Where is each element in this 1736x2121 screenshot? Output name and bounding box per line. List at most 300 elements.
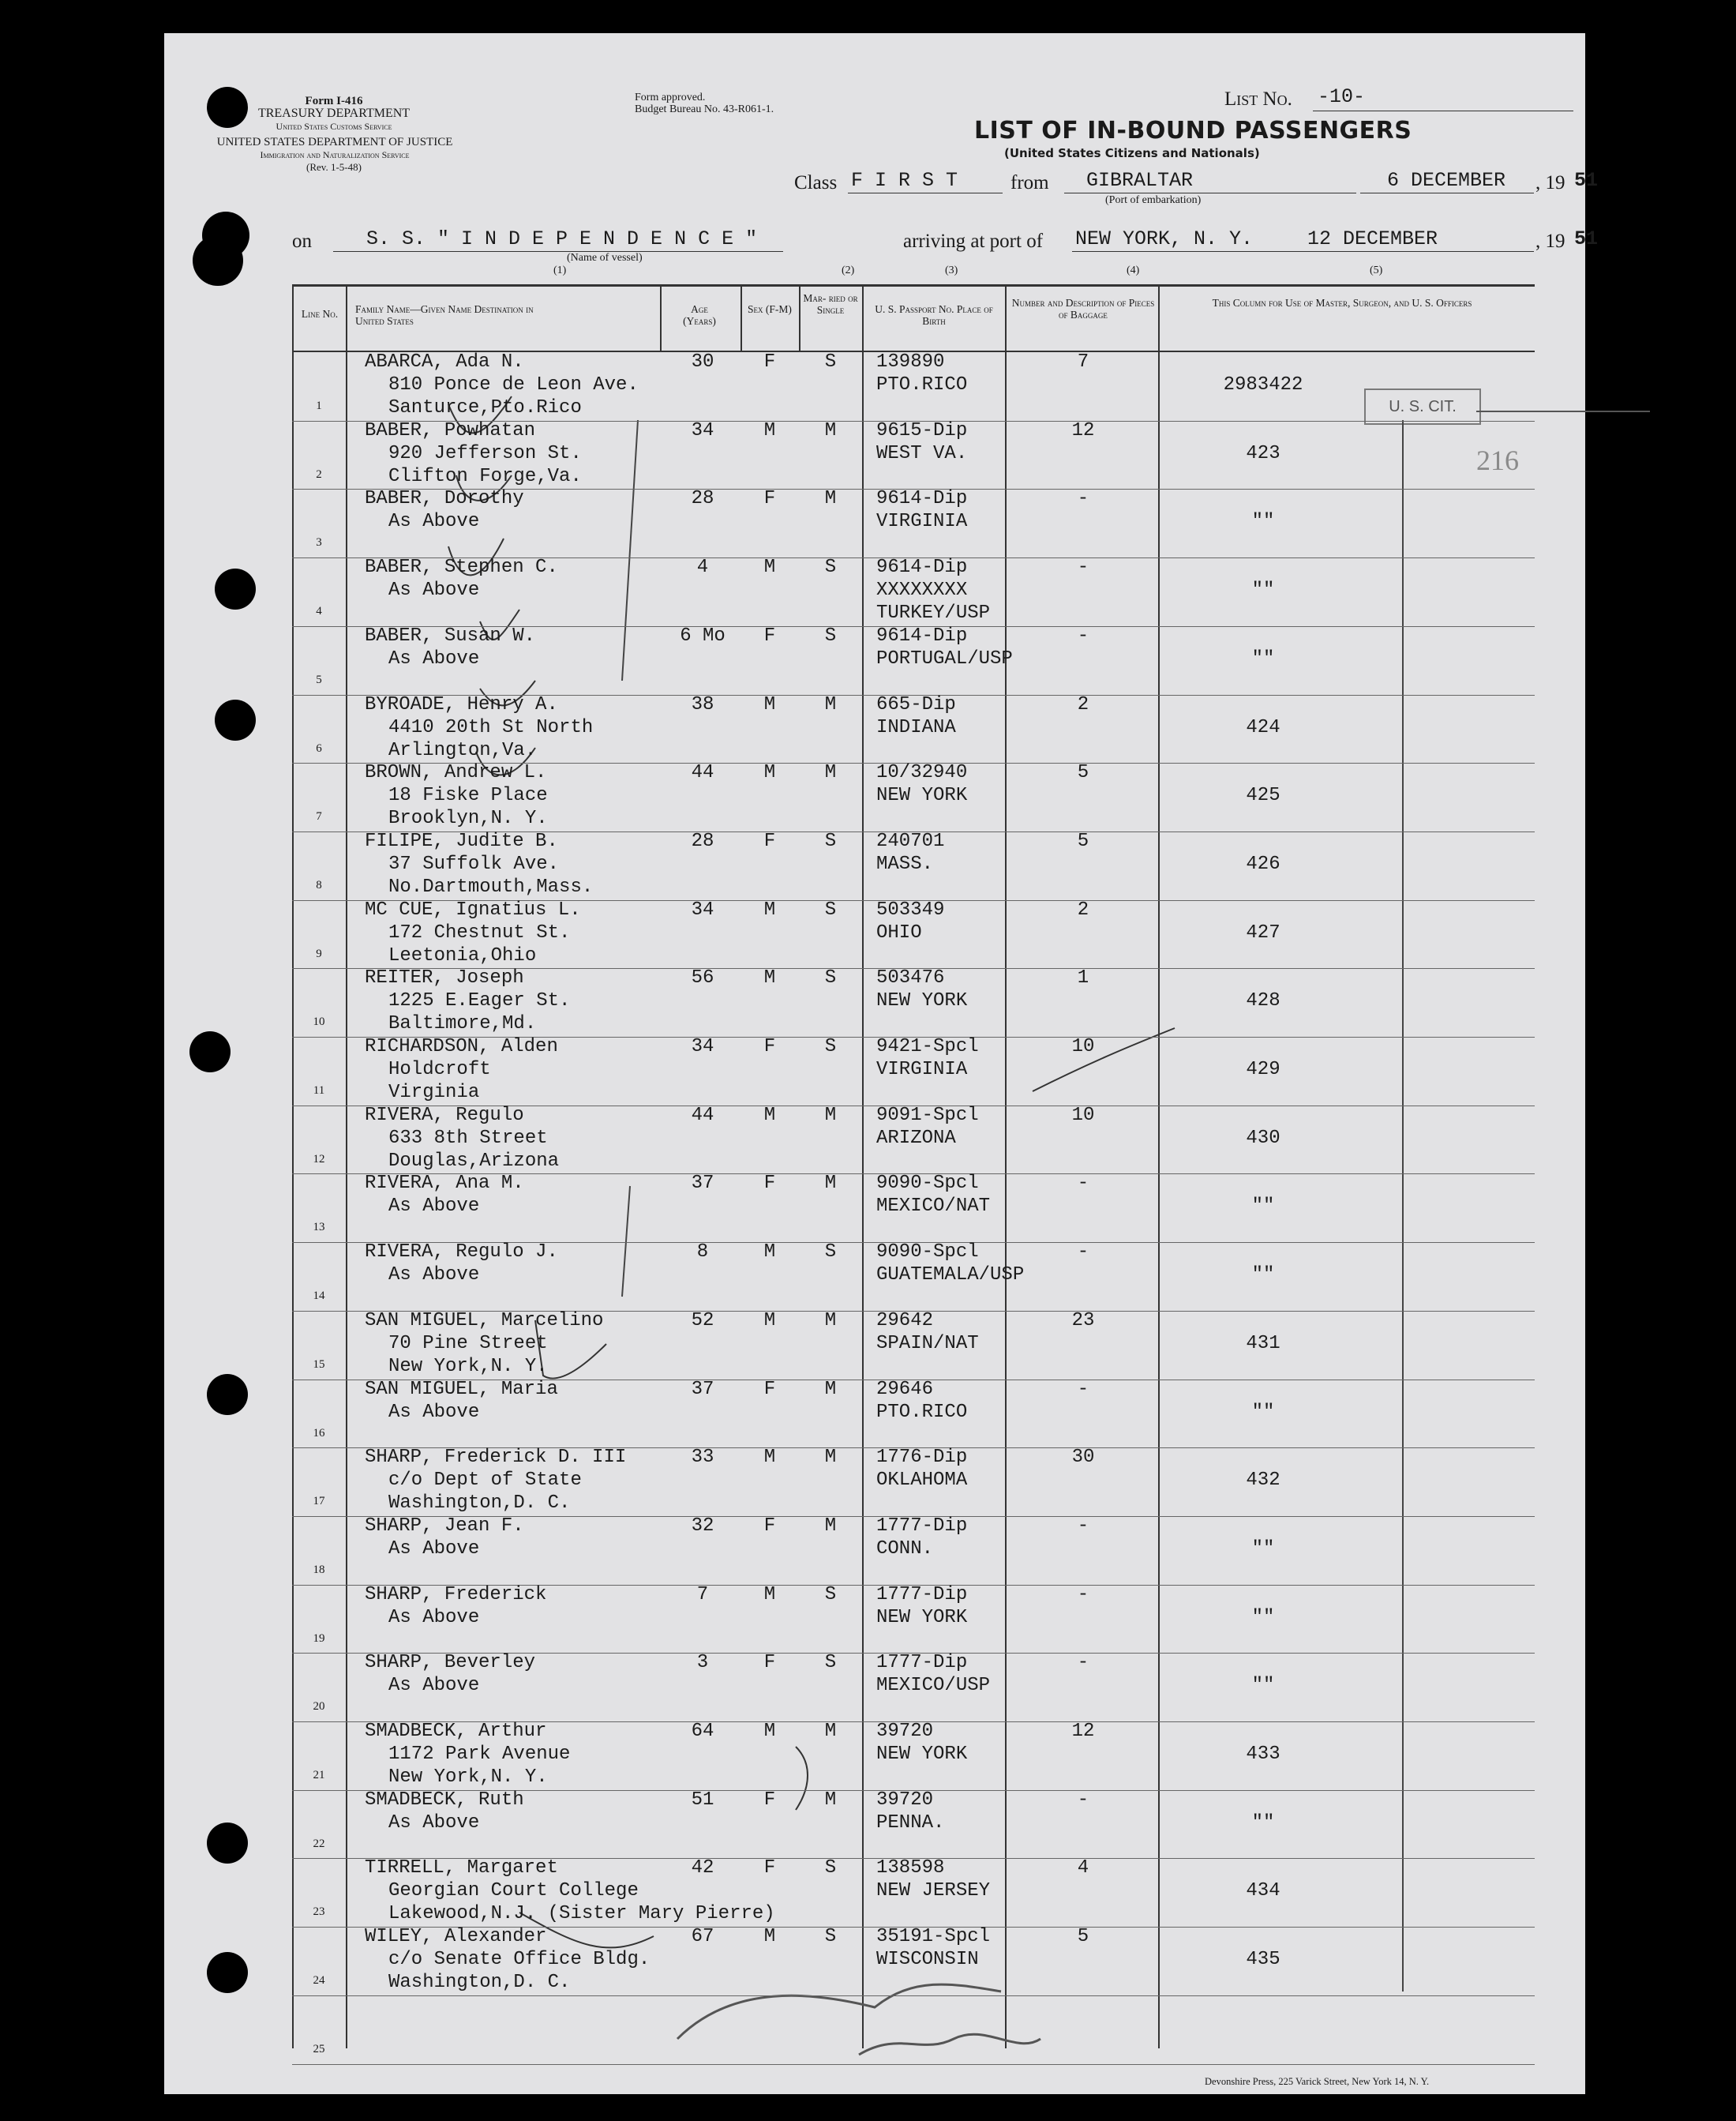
- passenger-name: WILEY, Alexander: [365, 1926, 547, 1948]
- cell-ms: M: [824, 1447, 837, 1469]
- cell-bag: 12: [1071, 1721, 1095, 1742]
- place-of-birth: VIRGINIA: [876, 511, 968, 533]
- list-no-value: -10-: [1318, 85, 1366, 108]
- place-of-birth: PTO.RICO: [876, 374, 968, 396]
- passport-number: 9090-Spcl: [876, 1173, 979, 1195]
- cell-sex: M: [763, 1104, 776, 1126]
- cell-age: 34: [691, 419, 714, 441]
- ins-service: Immigration and Naturalization Service: [260, 149, 410, 160]
- cell-sex: F: [763, 830, 776, 852]
- cell-bag: 2: [1077, 693, 1089, 715]
- line-number: 12: [313, 1152, 325, 1166]
- address-line-1: As Above: [388, 1675, 480, 1697]
- officer-note: "": [1251, 580, 1275, 602]
- address-line-1: c/o Senate Office Bldg.: [388, 1949, 651, 1971]
- line-number: 14: [313, 1289, 325, 1303]
- passenger-name: BABER, Susan W.: [365, 625, 536, 647]
- cell-ms: M: [824, 693, 837, 715]
- binder-hole: [207, 1374, 248, 1415]
- justice-dept: UNITED STATES DEPARTMENT OF JUSTICE: [216, 136, 453, 148]
- binder-hole: [215, 569, 256, 610]
- cell-sex: F: [763, 488, 776, 510]
- officer-note: 432: [1246, 1470, 1280, 1492]
- cell-ms: M: [824, 1515, 837, 1537]
- cell-age: 37: [691, 1173, 714, 1195]
- passport-number: 39720: [876, 1789, 934, 1811]
- hdr-passport: U. S. Passport No. Place of Birth: [875, 303, 993, 327]
- place-of-birth: NEW YORK: [876, 1744, 968, 1765]
- place-of-birth: SPAIN/NAT: [876, 1332, 979, 1354]
- cell-ms: S: [824, 625, 837, 647]
- cell-sex: M: [763, 419, 776, 441]
- address-line-2: Douglas,Arizona: [388, 1150, 560, 1172]
- place-of-birth: OKLAHOMA: [876, 1470, 968, 1492]
- hdr-married: Mar- ried or Single: [803, 292, 858, 316]
- passenger-name: SMADBECK, Arthur: [365, 1721, 547, 1742]
- cell-sex: F: [763, 351, 776, 373]
- address-line-1: 1172 Park Avenue: [388, 1744, 571, 1765]
- cell-age: 3: [696, 1652, 709, 1674]
- line-number: 22: [313, 1837, 325, 1850]
- passport-number: 9614-Dip: [876, 557, 968, 579]
- manifest-page: [164, 33, 1599, 2094]
- arrival-date: 12 DECEMBER: [1307, 227, 1438, 250]
- col-num-1: (1): [553, 265, 567, 276]
- cell-age: 8: [696, 1241, 709, 1263]
- budget-bureau: Budget Bureau No. 43-R061-1.: [635, 103, 774, 115]
- cell-bag: -: [1077, 488, 1089, 510]
- passenger-name: SHARP, Frederick: [365, 1583, 547, 1605]
- cell-bag: 4: [1077, 1857, 1089, 1879]
- place-of-birth: MEXICO/USP: [876, 1675, 991, 1697]
- cell-sex: F: [763, 1515, 776, 1537]
- passport-number: 139890: [876, 351, 945, 373]
- cell-sex: M: [763, 1309, 776, 1331]
- binder-hole: [207, 87, 248, 128]
- officer-note: 427: [1246, 922, 1280, 944]
- cell-ms: S: [824, 830, 837, 852]
- address-line-1: As Above: [388, 1537, 480, 1560]
- customs-service: United States Customs Service: [276, 121, 392, 132]
- binder-hole: [207, 1952, 248, 1993]
- place-of-birth: NEW YORK: [876, 1606, 968, 1628]
- cell-bag: -: [1077, 1515, 1089, 1537]
- officer-note: 425: [1246, 785, 1280, 807]
- passport-number: 1777-Dip: [876, 1652, 968, 1674]
- hdr-baggage: Number and Description of Pieces of Baggage: [1011, 297, 1155, 321]
- vessel-name: S. S. " I N D E P E N D E N C E ": [366, 227, 758, 250]
- line-number: 23: [313, 1905, 325, 1919]
- passenger-name: SHARP, Frederick D. III: [365, 1447, 627, 1469]
- passenger-name: SAN MIGUEL, Maria: [365, 1378, 558, 1400]
- officer-note: "": [1251, 1606, 1275, 1628]
- cell-age: 28: [691, 488, 714, 510]
- cell-ms: S: [824, 351, 837, 373]
- address-line-2: Washington,D. C.: [388, 1492, 571, 1515]
- cell-age: 37: [691, 1378, 714, 1400]
- cell-age: 34: [691, 899, 714, 921]
- cell-bag: 2: [1077, 899, 1089, 921]
- cell-sex: F: [763, 1857, 776, 1879]
- officer-note: 426: [1246, 853, 1280, 875]
- address-line-2: Baltimore,Md.: [388, 1013, 537, 1035]
- cell-ms: S: [824, 967, 837, 989]
- officer-note: "": [1251, 1811, 1275, 1834]
- officer-note: 428: [1246, 990, 1280, 1012]
- officer-note: "": [1251, 1401, 1275, 1423]
- address-line-1: As Above: [388, 580, 480, 602]
- passport-number: 1777-Dip: [876, 1515, 968, 1537]
- cell-ms: S: [824, 1926, 837, 1948]
- embark-date: 6 DECEMBER: [1387, 169, 1506, 192]
- officer-note: 424: [1246, 716, 1280, 738]
- row-separator: [292, 2064, 1535, 2065]
- address-line-1: 70 Pine Street: [388, 1332, 548, 1354]
- officer-note: "": [1251, 1675, 1275, 1697]
- address-line-1: 920 Jefferson St.: [388, 442, 582, 464]
- place-of-birth: VIRGINIA: [876, 1059, 968, 1080]
- cell-age: 44: [691, 1104, 714, 1126]
- passport-number: 35191-Spcl: [876, 1926, 991, 1948]
- place-of-birth: INDIANA: [876, 716, 956, 738]
- address-line-1: 172 Chestnut St.: [388, 922, 571, 944]
- passport-number: 9615-Dip: [876, 419, 968, 441]
- address-line-2: New York,N. Y.: [388, 1766, 548, 1788]
- passenger-name: SMADBECK, Ruth: [365, 1789, 524, 1811]
- hdr-line-no: Line No.: [301, 308, 339, 320]
- passenger-name: BABER, Powhatan: [365, 419, 536, 441]
- passport-number: 503476: [876, 967, 945, 989]
- cell-age: 7: [696, 1583, 709, 1605]
- place-of-birth: CONN.: [876, 1537, 934, 1560]
- officer-note: "": [1251, 1537, 1275, 1560]
- cell-bag: -: [1077, 1652, 1089, 1674]
- passenger-name: TIRRELL, Margaret: [365, 1857, 558, 1879]
- address-line-1: 18 Fiske Place: [388, 785, 548, 807]
- embark-year-prefix: , 19: [1535, 172, 1565, 193]
- cell-ms: S: [824, 1036, 837, 1057]
- cell-sex: F: [763, 625, 776, 647]
- hdr-sex: Sex (F-M): [748, 303, 792, 315]
- passenger-name: RIVERA, Regulo J.: [365, 1241, 558, 1263]
- binder-hole: [193, 235, 243, 286]
- cell-ms: S: [824, 1241, 837, 1263]
- cell-bag: 5: [1077, 830, 1089, 852]
- printer-credit: Devonshire Press, 225 Varick Street, New York 14, N. Y.: [1205, 2076, 1430, 2087]
- hdr-name: Family Name—Given Name Destination in United States: [355, 303, 534, 327]
- line-number: 8: [316, 878, 322, 892]
- col-num-3: (3): [945, 265, 958, 276]
- passenger-name: RIVERA, Ana M.: [365, 1173, 524, 1195]
- cell-age: 51: [691, 1789, 714, 1811]
- cell-sex: M: [763, 1721, 776, 1742]
- col-num-2: (2): [842, 265, 855, 276]
- officer-note: "": [1251, 1196, 1275, 1218]
- officer-note: 429: [1246, 1059, 1280, 1080]
- cell-age: 32: [691, 1515, 714, 1537]
- place-of-birth: XXXXXXXX: [876, 580, 968, 602]
- cell-sex: M: [763, 693, 776, 715]
- binder-hole: [215, 700, 256, 741]
- cell-ms: M: [824, 1789, 837, 1811]
- passport-number: 29642: [876, 1309, 934, 1331]
- passport-number: 39720: [876, 1721, 934, 1742]
- address-line-1: As Above: [388, 1196, 480, 1218]
- passport-number: 665-Dip: [876, 693, 956, 715]
- cell-bag: 10: [1071, 1036, 1095, 1057]
- col-num-5: (5): [1370, 265, 1383, 276]
- address-line-2: Leetonia,Ohio: [388, 944, 537, 967]
- officer-note: 430: [1246, 1127, 1280, 1149]
- passport-number: 1777-Dip: [876, 1583, 968, 1605]
- cell-bag: -: [1077, 1173, 1089, 1195]
- cell-age: 30: [691, 351, 714, 373]
- address-line-1: As Above: [388, 1606, 480, 1628]
- line-number: 3: [316, 536, 322, 550]
- row-separator: [292, 1995, 1535, 1996]
- cell-bag: -: [1077, 1378, 1089, 1400]
- binder-hole: [189, 1031, 231, 1072]
- cell-bag: 5: [1077, 762, 1089, 784]
- class-value: F I R S T: [851, 169, 958, 192]
- line-number: 4: [316, 605, 322, 618]
- cell-ms: S: [824, 1857, 837, 1879]
- passenger-name: MC CUE, Ignatius L.: [365, 899, 581, 921]
- officer-note: "": [1251, 648, 1275, 670]
- from-label: from: [1010, 172, 1049, 193]
- address-line-2: Washington,D. C.: [388, 1972, 571, 1994]
- address-line-1: 810 Ponce de Leon Ave.: [388, 374, 639, 396]
- arrival-port: NEW YORK, N. Y.: [1075, 227, 1254, 250]
- cell-sex: M: [763, 1926, 776, 1948]
- address-line-1: c/o Dept of State: [388, 1470, 582, 1492]
- line-number: 20: [313, 1700, 325, 1714]
- cell-ms: M: [824, 419, 837, 441]
- cell-ms: M: [824, 1309, 837, 1331]
- address-line-1: As Above: [388, 511, 480, 533]
- address-line-1: As Above: [388, 1401, 480, 1423]
- passport-number: 9614-Dip: [876, 625, 968, 647]
- passport-number: 9091-Spcl: [876, 1104, 979, 1126]
- cell-sex: M: [763, 1583, 776, 1605]
- address-line-1: As Above: [388, 648, 480, 670]
- place-of-birth: NEW YORK: [876, 785, 968, 807]
- passport-number: 9421-Spcl: [876, 1036, 979, 1057]
- handwritten-marks: [164, 33, 1585, 2094]
- address-line-1: 37 Suffolk Ave.: [388, 853, 560, 875]
- passenger-name: ABARCA, Ada N.: [365, 351, 524, 373]
- place-of-birth: OHIO: [876, 922, 922, 944]
- embark-year: 51: [1574, 169, 1599, 192]
- line-number: 1: [316, 400, 322, 412]
- cell-sex: F: [763, 1789, 776, 1811]
- cell-age: 52: [691, 1309, 714, 1331]
- passport-number: 10/32940: [876, 762, 968, 784]
- address-line-1: As Above: [388, 1264, 480, 1286]
- passport-number: 138598: [876, 1857, 945, 1879]
- place-of-birth: NEW JERSEY: [876, 1880, 991, 1902]
- cell-bag: 30: [1071, 1447, 1095, 1469]
- cell-bag: 10: [1071, 1104, 1095, 1126]
- line-number: 21: [313, 1769, 325, 1781]
- cell-bag: -: [1077, 557, 1089, 579]
- passenger-name: SHARP, Jean F.: [365, 1515, 524, 1537]
- passport-number: 503349: [876, 899, 945, 921]
- page-title: LIST OF IN-BOUND PASSENGERS: [974, 117, 1412, 145]
- arrival-year: 51: [1574, 227, 1599, 250]
- cell-age: 6 Mo: [680, 625, 726, 647]
- passenger-name: RICHARDSON, Alden: [365, 1036, 558, 1057]
- cell-ms: M: [824, 762, 837, 784]
- line-number: 11: [313, 1084, 325, 1097]
- line-number: 24: [313, 1974, 325, 1988]
- cell-sex: F: [763, 1173, 776, 1195]
- address-line-1: As Above: [388, 1811, 480, 1834]
- line-number: 18: [313, 1563, 325, 1576]
- place-of-birth: PTO.RICO: [876, 1401, 968, 1423]
- cell-bag: -: [1077, 625, 1089, 647]
- address-line-2: Lakewood,N.J. (Sister Mary Pierre): [388, 1903, 775, 1925]
- cell-bag: 12: [1071, 419, 1095, 441]
- officer-note: 2983422: [1223, 374, 1303, 396]
- cell-age: 34: [691, 1036, 714, 1057]
- cell-bag: 7: [1077, 351, 1089, 373]
- address-line-2: Brooklyn,N. Y.: [388, 808, 548, 830]
- cell-age: 28: [691, 830, 714, 852]
- place-of-birth: PENNA.: [876, 1811, 945, 1834]
- cell-bag: -: [1077, 1789, 1089, 1811]
- cell-bag: 1: [1077, 967, 1089, 989]
- place-of-birth: MASS.: [876, 853, 934, 875]
- passenger-name: RIVERA, Regulo: [365, 1104, 524, 1126]
- line-number: 17: [313, 1495, 325, 1508]
- place-of-birth: GUATEMALA/USP: [876, 1264, 1025, 1286]
- on-label: on: [292, 231, 312, 252]
- line-number: 6: [316, 741, 322, 755]
- officer-note: 423: [1246, 442, 1280, 464]
- address-line-2: Virginia: [388, 1082, 480, 1103]
- list-no-label: List No.: [1224, 88, 1292, 110]
- arrival-year-prefix: , 19: [1535, 231, 1565, 252]
- cell-bag: -: [1077, 1241, 1089, 1263]
- address-line-2: Arlington,Va.: [388, 739, 537, 761]
- passenger-name: REITER, Joseph: [365, 967, 524, 989]
- cell-ms: M: [824, 1721, 837, 1742]
- line-number: 13: [313, 1221, 325, 1234]
- cell-sex: F: [763, 1036, 776, 1057]
- cell-ms: S: [824, 557, 837, 579]
- cell-ms: S: [824, 1583, 837, 1605]
- form-number: Form I-416: [305, 95, 363, 107]
- place-of-birth: WEST VA.: [876, 442, 968, 464]
- address-line-1: 4410 20th St North: [388, 716, 594, 738]
- cell-sex: F: [763, 1378, 776, 1400]
- address-line-1: 1225 E.Eager St.: [388, 990, 571, 1012]
- line-number: 19: [313, 1631, 325, 1645]
- line-number: 16: [313, 1426, 325, 1440]
- cell-ms: M: [824, 1173, 837, 1195]
- cell-age: 38: [691, 693, 714, 715]
- hdr-age: Age (Years): [683, 303, 716, 327]
- passport-number: 240701: [876, 830, 945, 852]
- cell-age: 42: [691, 1857, 714, 1879]
- port-caption: (Port of embarkation): [1105, 194, 1202, 206]
- cell-sex: F: [763, 1652, 776, 1674]
- cell-ms: S: [824, 899, 837, 921]
- class-label: Class: [794, 172, 838, 193]
- cell-sex: M: [763, 967, 776, 989]
- officer-note: "": [1251, 1264, 1275, 1286]
- margin-note: 216: [1476, 445, 1519, 476]
- address-line-1: Holdcroft: [388, 1059, 491, 1080]
- embark-port: GIBRALTAR: [1086, 169, 1194, 192]
- address-line-2: Santurce,Pto.Rico: [388, 397, 582, 419]
- cell-sex: M: [763, 1241, 776, 1263]
- cell-age: 33: [691, 1447, 714, 1469]
- passenger-name: SHARP, Beverley: [365, 1652, 536, 1674]
- passenger-name: BROWN, Andrew L.: [365, 762, 547, 784]
- us-citizen-stamp: U. S. CIT.: [1364, 389, 1481, 425]
- hdr-officers: This Column for Use of Master, Surgeon, and U. S. Officers: [1212, 297, 1472, 309]
- officer-note: 435: [1246, 1949, 1280, 1971]
- line-number: 7: [316, 810, 322, 824]
- cell-ms: S: [824, 1652, 837, 1674]
- line-number: 10: [313, 1015, 325, 1029]
- line-number: 15: [313, 1357, 325, 1371]
- passenger-name: BABER, Dorothy: [365, 488, 524, 510]
- place-of-birth: WISCONSIN: [876, 1949, 979, 1971]
- line-number: 5: [316, 673, 322, 686]
- passport-number: 9090-Spcl: [876, 1241, 979, 1263]
- cell-ms: M: [824, 488, 837, 510]
- cell-ms: M: [824, 1378, 837, 1400]
- cell-ms: M: [824, 1104, 837, 1126]
- passenger-name: SAN MIGUEL, Marcelino: [365, 1309, 604, 1331]
- form-approved: Form approved.: [635, 92, 706, 103]
- address-line-2: Clifton Forge,Va.: [388, 465, 582, 487]
- address-line-2: New York,N. Y.: [388, 1355, 548, 1377]
- passport-number: 9614-Dip: [876, 488, 968, 510]
- cell-bag: -: [1077, 1583, 1089, 1605]
- place-of-birth: PORTUGAL/USP: [876, 648, 1013, 670]
- passenger-name: BABER, Stephen C.: [365, 557, 558, 579]
- officer-note: 433: [1246, 1744, 1280, 1765]
- cell-age: 67: [691, 1926, 714, 1948]
- passport-number: 1776-Dip: [876, 1447, 968, 1469]
- line-number: 2: [316, 467, 322, 481]
- address-line-1: Georgian Court College: [388, 1880, 639, 1902]
- officer-note: 434: [1246, 1880, 1280, 1902]
- line-number: 25: [313, 2042, 325, 2055]
- place-of-birth: NEW YORK: [876, 990, 968, 1012]
- place-of-birth: ARIZONA: [876, 1127, 956, 1149]
- page-subtitle: (United States Citizens and Nationals): [1004, 146, 1260, 160]
- cell-sex: M: [763, 557, 776, 579]
- cell-bag: 23: [1071, 1309, 1095, 1331]
- officer-note: 431: [1246, 1332, 1280, 1354]
- treasury-dept: TREASURY DEPARTMENT: [257, 107, 411, 120]
- address-line-2: No.Dartmouth,Mass.: [388, 876, 594, 898]
- cell-age: 44: [691, 762, 714, 784]
- place-of-birth: MEXICO/NAT: [876, 1196, 991, 1218]
- passport-number: 29646: [876, 1378, 934, 1400]
- cell-age: 64: [691, 1721, 714, 1742]
- cell-sex: M: [763, 762, 776, 784]
- cell-age: 56: [691, 967, 714, 989]
- address-line-1: 633 8th Street: [388, 1127, 548, 1149]
- revision: (Rev. 1-5-48): [306, 161, 362, 173]
- binder-hole: [207, 1823, 248, 1864]
